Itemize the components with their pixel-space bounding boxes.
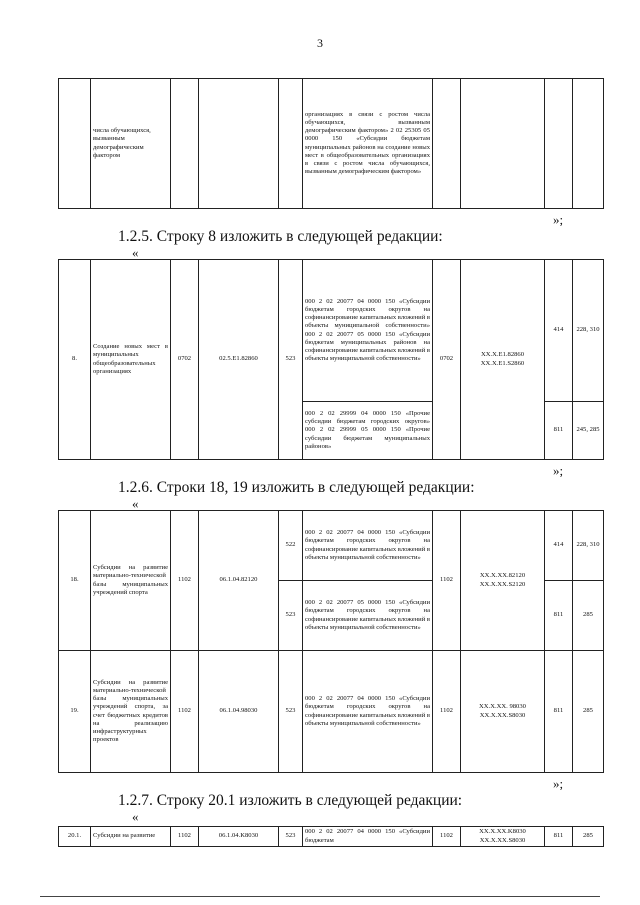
- expense-type: 523: [279, 827, 303, 847]
- code-list: XX.X.XX.82120 XX.X.XX.S2120: [461, 511, 545, 651]
- vr-code: 811: [545, 827, 573, 847]
- row-number: 8.: [59, 260, 91, 460]
- code-list: XX.X.XX. 98030 XX.X.XX.S8030: [461, 651, 545, 773]
- opening-quote: «: [132, 809, 139, 824]
- income-code: 000 2 02 20077 04 0000 150 «Субсидии бюджетам: [303, 827, 433, 847]
- cell: [573, 79, 604, 209]
- vr-code: 414: [545, 511, 573, 581]
- income-code: 000 2 02 20077 04 0000 150 «Субсидии бюджетам городских округов на софинансирование капитальных вложений в объекты муниципальной собственности»: [303, 511, 433, 581]
- table-row-8: [58, 259, 604, 460]
- row-number: 18.: [59, 511, 91, 651]
- section-code: 0702: [171, 260, 199, 460]
- section-code-2: 1102: [433, 511, 461, 651]
- row-name: Субсидии на развитие материально-технической базы муниципальных учреждений спорта: [91, 511, 171, 651]
- row-name: Создание новых мест в муниципальных общеобразовательных организациях: [91, 260, 171, 460]
- row-name-cell: числа обучающихся, вызванным демографическим фактором: [91, 79, 171, 209]
- income-code: 000 2 02 20077 04 0000 150 «Субсидии бюджетам городских округов на софинансирование капитальных вложений в объекты муниципальной собственности» 000 2 02 20077 05 0000 150 «Субсидии бюджетам муниципальных районов на софинансирование капитальных вложений в объекты муниципальной собственности»: [303, 260, 433, 402]
- heading-1-2-7: 1.2.7. Строку 20.1 изложить в следующей редакции:: [118, 792, 463, 809]
- heading-1-2-6: 1.2.6. Строки 18, 19 изложить в следующей редакции:: [118, 479, 475, 496]
- section-code: 1102: [171, 827, 199, 847]
- cell: [171, 79, 199, 209]
- kosgu-code: 228, 310: [573, 511, 604, 581]
- section-code: 1102: [171, 651, 199, 773]
- section-code: 1102: [171, 511, 199, 651]
- income-code: 000 2 02 20077 04 0000 150 «Субсидии бюджетам городских округов на софинансирование капитальных вложений в объекты муниципальной собственности»: [303, 651, 433, 773]
- table-row-20-1: [58, 826, 604, 847]
- income-code-cell: организациях в связи с ростом числа обучающихся, вызванным демографическим фактором» 2 02 25305 05 0000 150 «Субсидии бюджетам муниципальных районов на создание новых мест в общеобразовательных организациях в связи с ростом числа обучающихся, вызванным демографическим фактором»: [303, 79, 433, 209]
- vr-code: 811: [545, 651, 573, 773]
- section-code-2: 1102: [433, 827, 461, 847]
- expense-type: 523: [279, 260, 303, 460]
- page-bottom-rule: [40, 896, 600, 897]
- cell: [433, 79, 461, 209]
- row-number: 20.1.: [59, 827, 91, 847]
- page-number: 3: [317, 36, 323, 50]
- closing-quote: »;: [553, 776, 564, 791]
- opening-quote: «: [132, 245, 139, 260]
- code-list: XX.X.E1.82860 XX.X.E1.S2860: [461, 260, 545, 460]
- target-article: 06.1.04.98030: [199, 651, 279, 773]
- code-list: XX.X.XX.K8030 XX.X.XX.S8030: [461, 827, 545, 847]
- expense-type: 523: [279, 581, 303, 651]
- expense-type: 522: [279, 511, 303, 581]
- table-fragment-top: [58, 78, 604, 209]
- income-code: 000 2 02 29999 04 0000 150 «Прочие субсидии бюджетам городских округов» 000 2 02 29999 05 0000 150 «Прочие субсидии бюджетам муниципальных районов»: [303, 402, 433, 460]
- kosgu-code: 245, 285: [573, 402, 604, 460]
- vr-code: 811: [545, 402, 573, 460]
- section-code-2: 0702: [433, 260, 461, 460]
- kosgu-code: 285: [573, 651, 604, 773]
- cell: [461, 79, 545, 209]
- opening-quote: «: [132, 496, 139, 511]
- vr-code: 811: [545, 581, 573, 651]
- table-rows-18-19: [58, 510, 604, 773]
- closing-quote: »;: [553, 212, 564, 227]
- kosgu-code: 228, 310: [573, 260, 604, 402]
- closing-quote: »;: [553, 463, 564, 478]
- heading-1-2-5: 1.2.5. Строку 8 изложить в следующей редакции:: [118, 228, 443, 245]
- expense-type: 523: [279, 651, 303, 773]
- row-name: Субсидии на развитие: [91, 827, 171, 847]
- section-code-2: 1102: [433, 651, 461, 773]
- kosgu-code: 285: [573, 827, 604, 847]
- row-number: 19.: [59, 651, 91, 773]
- target-article: 06.1.04.82120: [199, 511, 279, 651]
- target-article: 02.5.E1.82860: [199, 260, 279, 460]
- income-code: 000 2 02 20077 05 0000 150 «Субсидии бюджетам городских округов на софинансирование капитальных вложений в объекты муниципальной собственности»: [303, 581, 433, 651]
- row-name: Субсидии на развитие материально-технической базы муниципальных учреждений спорта, за счет бюджетных кредитов на реализацию инфраструктурных проектов: [91, 651, 171, 773]
- target-article: 06.1.04.K8030: [199, 827, 279, 847]
- cell: [59, 79, 91, 209]
- cell: [199, 79, 279, 209]
- vr-code: 414: [545, 260, 573, 402]
- kosgu-code: 285: [573, 581, 604, 651]
- cell: [545, 79, 573, 209]
- cell: [279, 79, 303, 209]
